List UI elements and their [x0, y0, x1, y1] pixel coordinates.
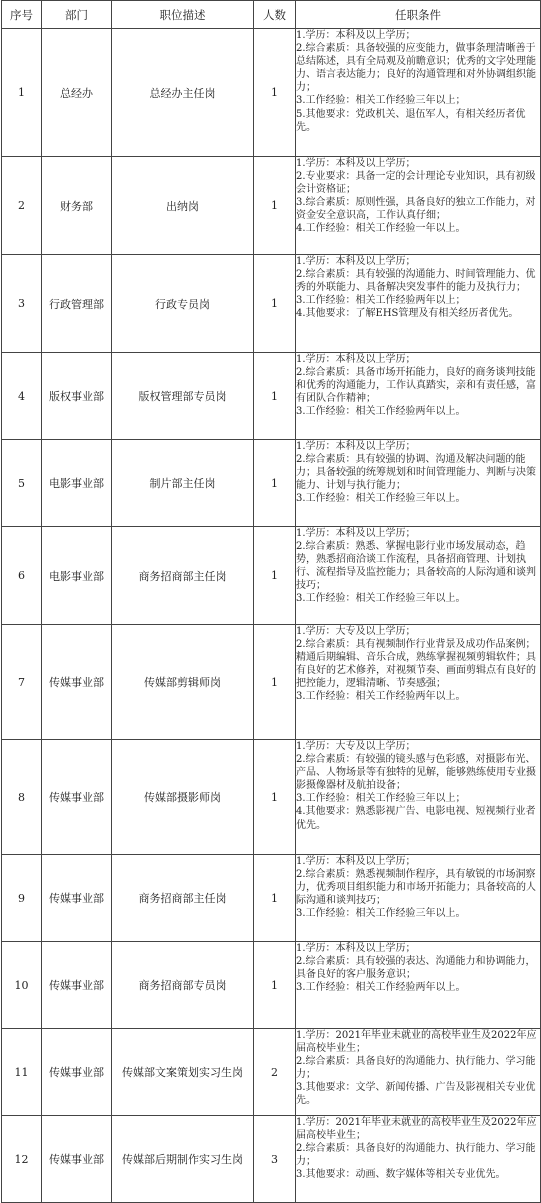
requirement-line: 1.学历：大专及以上学历； [296, 626, 416, 637]
row-dept-cell: 传媒事业部 [42, 740, 112, 855]
table-body [2, 29, 541, 1203]
requirement-line: 2.综合素质：具有较强的协调、沟通及解决问题的能力；具备较强的统筹规划和时间管理能力、判断与决策能力、计划与执行能力； [296, 454, 536, 492]
table-row [2, 157, 541, 255]
row-no-cell: 3 [2, 255, 42, 353]
row-position-cell: 制片部主任岗 [112, 440, 254, 527]
row-dept-cell: 传媒事业部 [42, 942, 112, 1029]
requirement-line: 2.综合素质：具有视频制作行业背景及成功作品案例；精通后期编辑、音乐合成，熟练掌握视频剪辑软件；具有良好的艺术修养，对视频节奏、画面剪辑点有良好的把控能力，逻辑清晰、节奏感强； [296, 639, 536, 690]
requirement-line: 3.工作经验：相关工作经验两年以上。 [296, 982, 466, 994]
requirement-line: 1.学历：2021年毕业未就业的高校毕业生及2022年应届高校毕业生； [296, 1117, 537, 1142]
table-row [2, 1116, 541, 1203]
requirement-line: 1.学历：本科及以上学历； [296, 354, 416, 365]
row-count-cell: 1 [254, 942, 296, 1029]
row-dept-cell: 传媒事业部 [42, 855, 112, 942]
requirement-line: 3.综合素质：原则性强，具备良好的独立工作能力，对资金安全意识高，工作认真仔细； [296, 197, 536, 222]
row-requirements-cell [296, 527, 541, 625]
table-row [2, 353, 541, 440]
requirement-line: 5.其他要求：党政机关、退伍军人，有相关经历者优先。 [296, 108, 526, 133]
row-count-cell: 3 [254, 1116, 296, 1203]
requirement-line: 3.工作经验：相关工作经验三年以上。 [296, 593, 466, 605]
row-requirements-cell [296, 1029, 541, 1116]
requirement-line: 2.综合素质：有较强的镜头感与色彩感，对摄影布光、产品、人物场景等有独特的见解，能够熟练使用专业摄影摄像器材及航拍设备； [296, 754, 536, 792]
recruitment-table [1, 0, 541, 1203]
requirement-line: 1.学历：本科及以上学历； [296, 158, 416, 169]
row-requirements-cell [296, 255, 541, 353]
requirement-line: 1.学历：本科及以上学历； [296, 256, 416, 267]
row-count-cell: 2 [254, 1029, 296, 1116]
row-position-cell: 行政专员岗 [112, 255, 254, 353]
requirement-line: 2.综合素质：熟悉视频制作程序，具有敏锐的市场洞察力，优秀项目组织能力和市场开拓能力；具备较高的人际沟通和谈判技巧； [296, 869, 536, 907]
row-count-cell: 1 [254, 29, 296, 157]
row-no-cell: 2 [2, 157, 42, 255]
row-position-cell: 出纳岗 [112, 157, 254, 255]
row-no-cell: 8 [2, 740, 42, 855]
row-dept-cell: 版权事业部 [42, 353, 112, 440]
row-dept-cell: 电影事业部 [42, 440, 112, 527]
row-requirements-cell [296, 625, 541, 740]
requirement-line: 2.综合素质：具有较强的表达、沟通能力和协调能力，具备良好的客户服务意识； [296, 956, 536, 981]
table-row [2, 625, 541, 740]
row-dept-cell: 传媒事业部 [42, 1029, 112, 1116]
requirement-line: 3.其他要求：动画、数字媒体等相关专业优先。 [296, 1169, 506, 1181]
requirement-line: 1.学历：本科及以上学历； [296, 528, 416, 539]
requirement-line: 1.学历：本科及以上学历； [296, 943, 416, 954]
requirement-line: 1.学历：本科及以上学历； [296, 441, 416, 452]
table-row [2, 1029, 541, 1116]
header-no: 序号 [2, 1, 42, 29]
row-position-cell: 传媒部文案策划实习生岗 [112, 1029, 254, 1116]
row-count-cell: 1 [254, 740, 296, 855]
header-requirements: 任职条件 [296, 1, 541, 29]
requirement-line: 3.工作经验：相关工作经验三年以上； [296, 793, 466, 805]
row-dept-cell: 总经办 [42, 29, 112, 157]
row-position-cell: 传媒部剪辑师岗 [112, 625, 254, 740]
row-count-cell: 1 [254, 527, 296, 625]
row-no-cell: 9 [2, 855, 42, 942]
table-row [2, 942, 541, 1029]
requirement-line: 2.综合素质：具备较强的应变能力，做事条理清晰善于总结陈述，具有全局观及前瞻意识；优秀的文字处理能力、语言表达能力；良好的沟通管理和对外协调组织能力； [296, 43, 536, 94]
requirement-line: 3.工作经验：相关工作经验两年以上。 [296, 691, 466, 703]
row-position-cell: 版权管理部专员岗 [112, 353, 254, 440]
requirement-line: 3.工作经验：相关工作经验两年以上。 [296, 406, 466, 418]
table-row [2, 440, 541, 527]
header-row [2, 1, 541, 29]
row-no-cell: 11 [2, 1029, 42, 1116]
requirement-line: 2.综合素质：具备市场开拓能力，良好的商务谈判技能和优秀的沟通能力，工作认真踏实，亲和有责任感，富有团队合作精神； [296, 367, 536, 405]
row-position-cell: 商务招商部主任岗 [112, 855, 254, 942]
row-requirements-cell [296, 942, 541, 1029]
table-row [2, 855, 541, 942]
row-position-cell: 总经办主任岗 [112, 29, 254, 157]
header-position: 职位描述 [112, 1, 254, 29]
requirement-line: 3.工作经验：相关工作经验三年以上； [296, 95, 466, 107]
header-dept: 部门 [42, 1, 112, 29]
row-requirements-cell [296, 157, 541, 255]
row-count-cell: 1 [254, 157, 296, 255]
row-requirements-cell [296, 29, 541, 157]
requirement-line: 3.工作经验：相关工作经验三年以上。 [296, 493, 466, 505]
row-no-cell: 4 [2, 353, 42, 440]
row-position-cell: 商务招商部专员岗 [112, 942, 254, 1029]
row-requirements-cell [296, 1116, 541, 1203]
requirement-line: 1.学历：2021年毕业未就业的高校毕业生及2022年应届高校毕业生； [296, 1030, 537, 1055]
table-row [2, 255, 541, 353]
row-requirements-cell [296, 440, 541, 527]
requirement-line: 3.工作经验：相关工作经验两年以上； [296, 295, 466, 307]
row-dept-cell: 财务部 [42, 157, 112, 255]
row-requirements-cell [296, 855, 541, 942]
requirement-line: 3.工作经验：相关工作经验三年以上。 [296, 908, 466, 920]
row-position-cell: 传媒部后期制作实习生岗 [112, 1116, 254, 1203]
requirement-line: 4.其他要求：熟悉影视广告、电影电视、短视频行业者优先。 [296, 806, 536, 831]
row-no-cell: 12 [2, 1116, 42, 1203]
table-row [2, 527, 541, 625]
requirement-line: 1.学历：本科及以上学历； [296, 856, 416, 867]
requirement-line: 1.学历：本科及以上学历； [296, 30, 416, 41]
row-no-cell: 1 [2, 29, 42, 157]
row-requirements-cell [296, 740, 541, 855]
row-dept-cell: 电影事业部 [42, 527, 112, 625]
requirement-line: 4.工作经验：相关工作经验一年以上。 [296, 223, 466, 235]
requirement-line: 2.综合素质：具备良好的沟通能力、执行能力、学习能力； [296, 1056, 536, 1081]
row-count-cell: 1 [254, 255, 296, 353]
requirement-line: 3.其他要求：文学、新闻传播、广告及影视相关专业优先。 [296, 1082, 536, 1107]
requirement-line: 2.综合素质：熟悉、掌握电影行业市场发展动态，趋势，熟悉招商洽谈工作流程，具备招商管理、计划执行、流程指导及监控能力；具备较高的人际沟通和谈判技巧； [296, 541, 536, 592]
requirement-line: 4.其他要求：了解EHS管理及有相关经历者优先。 [296, 308, 519, 320]
table-row [2, 29, 541, 157]
row-count-cell: 1 [254, 625, 296, 740]
row-count-cell: 1 [254, 353, 296, 440]
row-position-cell: 传媒部摄影师岗 [112, 740, 254, 855]
row-dept-cell: 行政管理部 [42, 255, 112, 353]
requirement-line: 2.综合素质：具备良好的沟通能力、执行能力、学习能力； [296, 1143, 536, 1168]
requirement-line: 2.综合素质：具有较强的沟通能力、时间管理能力、优秀的外联能力、具备解决突发事件的能力及执行力； [296, 269, 536, 294]
requirement-line: 1.学历：大专及以上学历； [296, 741, 416, 752]
row-position-cell: 商务招商部主任岗 [112, 527, 254, 625]
table-row [2, 740, 541, 855]
row-requirements-cell [296, 353, 541, 440]
header-count: 人数 [254, 1, 296, 29]
row-no-cell: 5 [2, 440, 42, 527]
row-no-cell: 7 [2, 625, 42, 740]
row-no-cell: 10 [2, 942, 42, 1029]
row-count-cell: 1 [254, 440, 296, 527]
row-no-cell: 6 [2, 527, 42, 625]
row-dept-cell: 传媒事业部 [42, 1116, 112, 1203]
row-dept-cell: 传媒事业部 [42, 625, 112, 740]
requirement-line: 2.专业要求：具备一定的会计理论专业知识，具有初级会计资格证； [296, 171, 536, 196]
row-count-cell: 1 [254, 855, 296, 942]
